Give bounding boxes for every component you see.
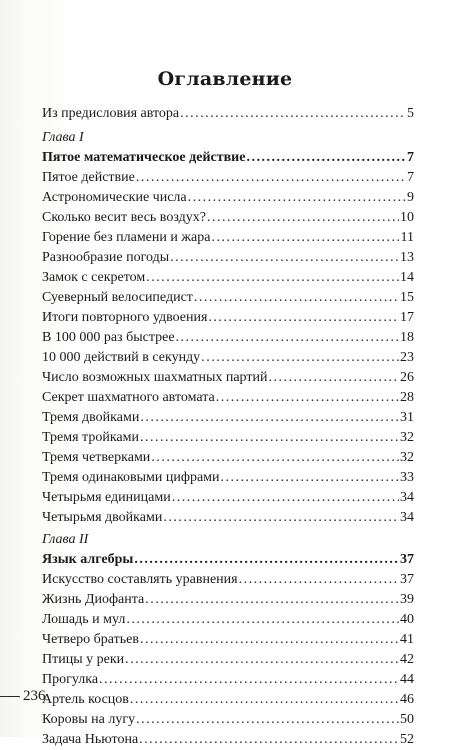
- toc-entry-page: 23: [400, 350, 414, 365]
- toc-entry-label: Горение без пламени и жара: [42, 230, 211, 245]
- toc-entry-page: 34: [400, 490, 414, 505]
- toc-entry: [42, 468, 414, 488]
- leader-dots: [176, 328, 399, 348]
- toc-entry-label: Прогулка: [42, 672, 99, 687]
- toc-entry-page: 17: [400, 310, 414, 325]
- toc-entry-page: 52: [400, 732, 414, 747]
- leader-dots: [194, 288, 399, 308]
- toc-entry-page: 18: [400, 330, 414, 345]
- toc-entry-label: Четырьмя двойками: [42, 510, 163, 525]
- toc-entry: [42, 168, 414, 188]
- toc-entry-page: 33: [400, 470, 414, 485]
- leader-dots: [221, 468, 399, 488]
- page-footer: [0, 684, 46, 708]
- toc-entry-label: Сколько весит весь воздух?: [42, 210, 206, 225]
- leader-dots: [140, 408, 399, 428]
- table-of-contents: [42, 104, 414, 750]
- leader-dots: [172, 488, 399, 508]
- chapter-1-entries: [42, 148, 414, 528]
- toc-entry-page: 15: [400, 290, 414, 305]
- leader-dots: [134, 550, 399, 570]
- leader-dots: [140, 630, 399, 650]
- leader-dots: [140, 428, 399, 448]
- toc-entry: [42, 308, 414, 328]
- toc-entry: [42, 288, 414, 308]
- toc-entry-label: Четырьмя единицами: [42, 490, 171, 505]
- toc-entry-label: Артель косцов: [42, 692, 129, 707]
- toc-entry-page: 7: [407, 150, 414, 165]
- toc-entry-page: 42: [400, 652, 414, 667]
- toc-entry-page: 37: [400, 572, 414, 587]
- toc-entry: [42, 570, 414, 590]
- toc-entry-label: Астрономические числа: [42, 190, 187, 205]
- toc-entry-label: Коровы на лугу: [42, 712, 136, 727]
- toc-entry-label: Суеверный велосипедист: [42, 290, 193, 305]
- toc-entry: [42, 428, 414, 448]
- leader-dots: [201, 348, 399, 368]
- toc-entry-label: Тремя двойками: [42, 410, 140, 425]
- toc-entry-label: В 100 000 раз быстрее: [42, 330, 175, 345]
- leader-dots: [130, 690, 399, 710]
- toc-entry-label: Искусство составлять уравнения: [42, 572, 238, 587]
- footer-rule: [0, 696, 20, 697]
- toc-entry-label: Пятое математическое действие: [42, 150, 246, 165]
- toc-entry-label: Секрет шахматного автомата: [42, 390, 215, 405]
- toc-entry-page: 9: [407, 190, 414, 205]
- toc-entry: [42, 448, 414, 468]
- toc-entry-label: Разнообразие погоды: [42, 250, 170, 265]
- toc-entry-page: 26: [400, 370, 414, 385]
- leader-dots: [239, 570, 399, 590]
- toc-entry-page: 31: [400, 410, 414, 425]
- toc-entry-label: Пятое действие: [42, 170, 135, 185]
- toc-entry: [42, 248, 414, 268]
- toc-entry-page: 41: [400, 632, 414, 647]
- toc-entry: [42, 388, 414, 408]
- toc-entry-label: Четверо братьев: [42, 632, 139, 647]
- toc-entry: [42, 348, 414, 368]
- leader-dots: [211, 228, 399, 248]
- leader-dots: [163, 508, 399, 528]
- toc-entry-page: 46: [400, 692, 414, 707]
- toc-entry: [42, 328, 414, 348]
- toc-entry-page: 50: [400, 712, 414, 727]
- leader-dots: [207, 208, 399, 228]
- leader-dots: [188, 188, 406, 208]
- leader-dots: [151, 448, 399, 468]
- toc-entry-label: 10 000 действий в секунду: [42, 350, 201, 365]
- toc-entry-page: 44: [400, 672, 414, 687]
- toc-entry: [42, 730, 414, 750]
- toc-entry-page: 28: [400, 390, 414, 405]
- toc-entry-label: Лошадь и мул: [42, 612, 126, 627]
- toc-entry-label: Язык алгебры: [42, 552, 134, 567]
- toc-entry-page: 32: [400, 430, 414, 445]
- toc-entry-page: 7: [407, 170, 414, 185]
- toc-entry-label: Число возможных шахматных партий: [42, 370, 268, 385]
- toc-entry-page: 39: [400, 592, 414, 607]
- toc-entry-label: Тремя тройками: [42, 430, 139, 445]
- toc-entry-label: Из предисловия автора: [42, 106, 180, 121]
- toc-entry-page: 32: [400, 450, 414, 465]
- toc-entry: [42, 228, 414, 248]
- toc-entry-page: 13: [400, 250, 414, 265]
- leader-dots: [180, 104, 406, 124]
- toc-entry-page: 10: [400, 210, 414, 225]
- leader-dots: [170, 248, 399, 268]
- toc-entry-page: 40: [400, 612, 414, 627]
- toc-entry-preface: [42, 104, 414, 124]
- toc-entry: [42, 408, 414, 428]
- toc-entry: [42, 610, 414, 630]
- toc-entry: [42, 670, 414, 690]
- leader-dots: [208, 308, 399, 328]
- toc-entry-label: Тремя четверками: [42, 450, 151, 465]
- toc-entry: [42, 148, 414, 168]
- toc-entry: [42, 208, 414, 228]
- toc-entry: [42, 690, 414, 710]
- leader-dots: [136, 168, 406, 188]
- leader-dots: [246, 148, 406, 168]
- toc-entry-label: Замок с секретом: [42, 270, 146, 285]
- toc-entry-page: 5: [407, 106, 414, 121]
- leader-dots: [125, 650, 399, 670]
- toc-entry: [42, 550, 414, 570]
- toc-entry-page: 34: [400, 510, 414, 525]
- toc-entry-label: Птицы у реки: [42, 652, 125, 667]
- chapter-2-entries: [42, 550, 414, 750]
- leader-dots: [216, 388, 399, 408]
- toc-entry: [42, 508, 414, 528]
- toc-entry: [42, 710, 414, 730]
- toc-entry: [42, 188, 414, 208]
- leader-dots: [139, 730, 399, 750]
- toc-entry-label: Жизнь Диофанта: [42, 592, 145, 607]
- leader-dots: [99, 670, 399, 690]
- chapter-heading: Глава II: [42, 532, 89, 547]
- leader-dots: [126, 610, 399, 630]
- toc-entry: [42, 650, 414, 670]
- toc-entry-label: Тремя одинаковыми цифрами: [42, 470, 220, 485]
- page-title: Оглавление: [157, 68, 293, 90]
- toc-entry-label: Итоги повторного удвоения: [42, 310, 208, 325]
- toc-entry: [42, 488, 414, 508]
- leader-dots: [145, 590, 399, 610]
- leader-dots: [136, 710, 399, 730]
- toc-entry-label: Задача Ньютона: [42, 732, 139, 747]
- chapter-heading: Глава I: [42, 130, 84, 145]
- toc-entry: [42, 368, 414, 388]
- toc-entry-page: 11: [400, 230, 414, 245]
- toc-entry: [42, 630, 414, 650]
- toc-entry: [42, 268, 414, 288]
- leader-dots: [146, 268, 399, 288]
- page-number: 236: [23, 688, 46, 704]
- toc-entry: [42, 590, 414, 610]
- toc-entry-page: 14: [400, 270, 414, 285]
- leader-dots: [268, 368, 399, 388]
- toc-entry-page: 37: [400, 552, 414, 567]
